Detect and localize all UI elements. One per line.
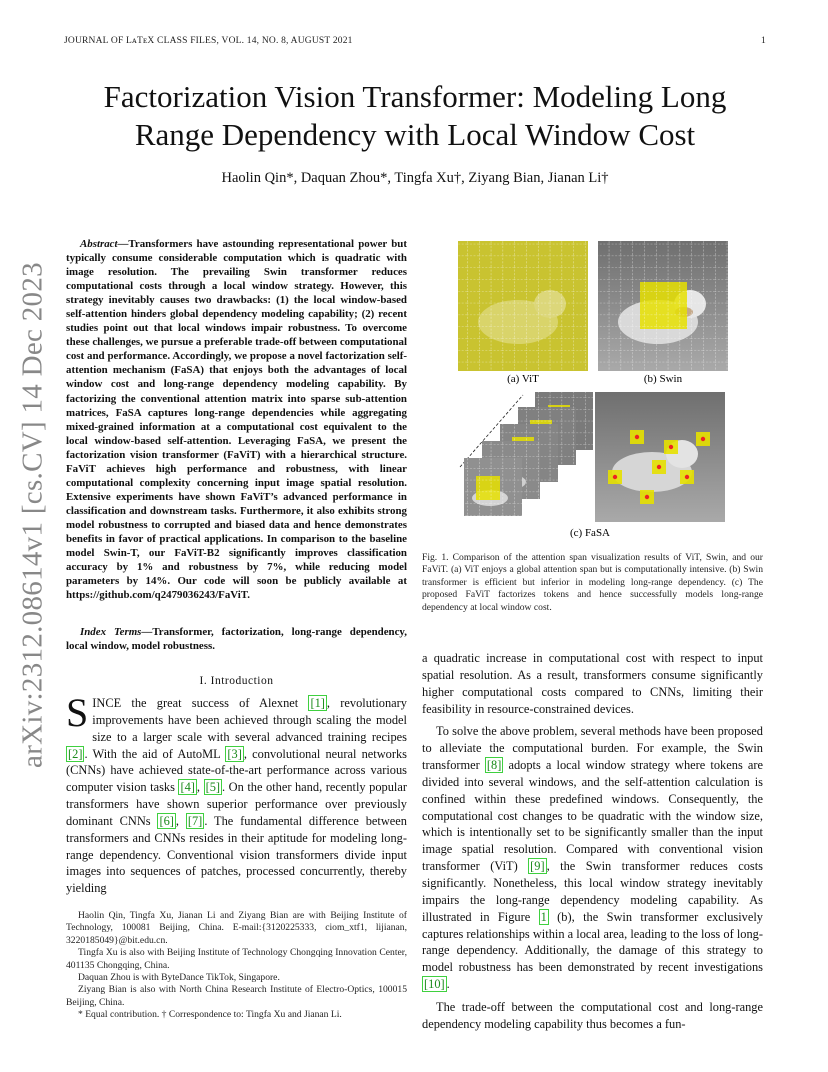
index-terms-text: —Transformer, factorization, long-range dependency, local window, model robustness. <box>66 626 407 652</box>
citation-link[interactable]: [1] <box>310 696 325 710</box>
abstract <box>66 237 407 602</box>
footnote: Ziyang Bian is also with North China Research Institute of Electro-Optics, 100015 Beijing, China. <box>66 984 407 1008</box>
author-list: Haolin Qin*, Daquan Zhou*, Tingfa Xu†, Ziyang Bian, Jianan Li† <box>221 170 609 186</box>
figure-1 <box>420 232 770 544</box>
index-terms <box>66 625 407 653</box>
citation-link[interactable]: [10] <box>424 977 445 992</box>
footnote: Haolin Qin, Tingfa Xu, Jianan Li and Ziyang Bian are with Beijing Institute of Technology, 100081 Beijing, China. E-mail:{3120225333, ciom_xtf1, lijianan, 3220185049}@bit.edu.cn. <box>66 910 407 946</box>
section-heading: I. Introduction <box>199 675 274 687</box>
figure-label-vit: (a) ViT <box>507 373 539 385</box>
intro-paragraph <box>66 690 407 897</box>
paper-title: Factorization Vision Transformer: Modeling Long Range Dependency with Local Window Cost <box>103 79 727 152</box>
paragraph-text: To solve the above problem, several methods have been proposed to alleviate the computational burden. For example, the Swin transformer <box>422 724 763 773</box>
vit-panel <box>458 241 588 371</box>
footnote: Daquan Zhou is with ByteDance TikTok, Singapore. <box>78 972 280 984</box>
paragraph-text: . <box>446 977 450 992</box>
abstract-label: Abstract <box>80 238 118 250</box>
fasa-stack <box>460 392 593 516</box>
right-column-text <box>422 650 763 1039</box>
intro-text: . The fundamental difference between transformers and CNNs resides in their aptitude for modeling long-range dependency. Conventional vision transformers divide input images into sequences of patches, processed concurrently, thereby yielding <box>66 813 407 896</box>
arxiv-stamp <box>16 262 49 768</box>
citation-link[interactable]: [5] <box>205 780 221 795</box>
citation-link[interactable]: [3] <box>227 746 242 761</box>
citation-link[interactable]: [4] <box>180 780 195 795</box>
fasa-panel <box>595 392 725 522</box>
intro-text: . With the aid of AutoML <box>84 746 226 761</box>
paragraph-text: adopts a local window strategy where tokens are divided into several windows, and the self-attention calculation is confined within these predefined windows. Consequently, the computational cost changes to be quadratic with the window size, which is intentionally set to be significantly smaller than the input image spatial resolution. Compared with conventional vision transformer (ViT) <box>422 758 763 874</box>
citation-link[interactable]: [6] <box>159 813 174 828</box>
drop-cap: S <box>66 690 89 735</box>
citation-link[interactable]: [8] <box>486 758 502 773</box>
paragraph-text: , the Swin transformer reduces costs significantly. Nonetheless, this local window strategy inevitably impairs the long-range dependency modeling capability. As illustrated in Figure <box>422 859 763 924</box>
journal-header: JOURNAL OF LᴀTᴇX CLASS FILES, VOL. 14, NO. 8, AUGUST 2021 <box>64 36 353 46</box>
citation-link[interactable]: [2] <box>68 746 83 761</box>
figure-label-fasa: (c) FaSA <box>569 527 611 539</box>
paragraph <box>422 723 763 993</box>
index-terms-label: Index Terms <box>80 626 142 638</box>
paragraph: a quadratic increase in computational cost with respect to input spatial resolution. As a result, transformers consume significantly higher computational costs compared to CNNs, limiting their feasibility in resource-constrained devices. <box>422 651 763 716</box>
swin-panel <box>598 241 728 371</box>
intro-text: , <box>196 780 204 795</box>
running-header <box>64 36 766 46</box>
footnotes <box>66 910 407 1022</box>
intro-text: , <box>175 813 186 828</box>
figure-reference-link[interactable]: 1 <box>540 909 547 924</box>
abstract-text: —Transformers have astounding representational power but typically consume considerable computation which is quadratic with image resolution. The prevailing Swin transformer reduces computational costs through a local window strategy. However, this strategy inevitably causes two drawbacks: (1) the local window-based self-attention hinders global dependency modeling capability; (2) recent studies point out that local windows impair robustness. To overcome these challenges, we pursue a preferable trade-off between computational cost and performance. Accordingly, we propose a novel factorization self-attention mechanism (FaSA) that enjoys both the advantages of local window cost and long-range dependency modeling capability. By factorizing the conventional attention matrix into sparse sub-attention matrices, FaSA captures long-range dependencies while aggregating mixed-grained information at a computational cost equivalent to the local window-based self-attention. Leveraging FaSA, we present the factorization vision transformer (FaViT) with a hierarchical structure. FaViT achieves high performance and robustness, with linear computational complexity concerning input image spatial resolution. Extensive experiments have shown FaViT’s advanced performance in classification and downstream tasks. Furthermore, it also exhibits strong model robustness to corrupted and biased data and hence demonstrates benefits in favor of practical applications. In comparison to the baseline model Swin-T, our FaViT-B2 significantly improves classification accuracy by 1% and robustness by 7%, while reducing model parameters by 14%. Our code will soon be publicly available at https://github.com/q2479036243/FaViT. <box>66 238 407 602</box>
footnote: Tingfa Xu is also with Beijing Institute of Technology Chongqing Innovation Center, 401135 Chongqing, China. <box>66 947 407 971</box>
citation-link[interactable]: [9] <box>530 859 545 874</box>
figure-caption: Fig. 1. Comparison of the attention span visualization results of ViT, Swin, and our FaViT. (a) ViT enjoys a global attention span but is computationally intensive. (b) Swin transformer is efficient but inferior in modeling long-range dependency. (c) The proposed FaViT factorizes tokens and hence successfully models long-range dependency at local window cost. <box>422 552 763 613</box>
intro-text: INCE the great success of Alexnet <box>92 696 309 710</box>
figure-label-swin: (b) Swin <box>643 373 683 385</box>
footnote: * Equal contribution. † Correspondence to: Tingfa Xu and Jianan Li. <box>78 1009 342 1021</box>
intro-text: . On the other hand, recently popular transformers have shown superior performance over previously dominant CNNs <box>66 780 407 828</box>
paragraph-text: (b), the Swin transformer exclusively captures relationships within a local area, leading to the loss of long-range dependency. Additionally, the damage of this strategy to model robustness has been demonstrated by recent investigations <box>422 909 764 975</box>
paragraph: The trade-off between the computational cost and long-range dependency modeling capability thus becomes a fun- <box>422 999 763 1031</box>
intro-text: , revolutionary improvements have been achieved through scaling the model size to a larger scale with several advanced training recipes <box>92 696 407 744</box>
arxiv-stamp-text: arXiv:2312.08614v1 [cs.CV] 14 Dec 2023 <box>16 262 49 768</box>
intro-text: , convolutional neural networks (CNNs) have achieved state-of-the-art performance across various computer vision tasks <box>66 746 407 795</box>
page-number: 1 <box>761 36 766 46</box>
citation-link[interactable]: [7] <box>187 813 203 828</box>
